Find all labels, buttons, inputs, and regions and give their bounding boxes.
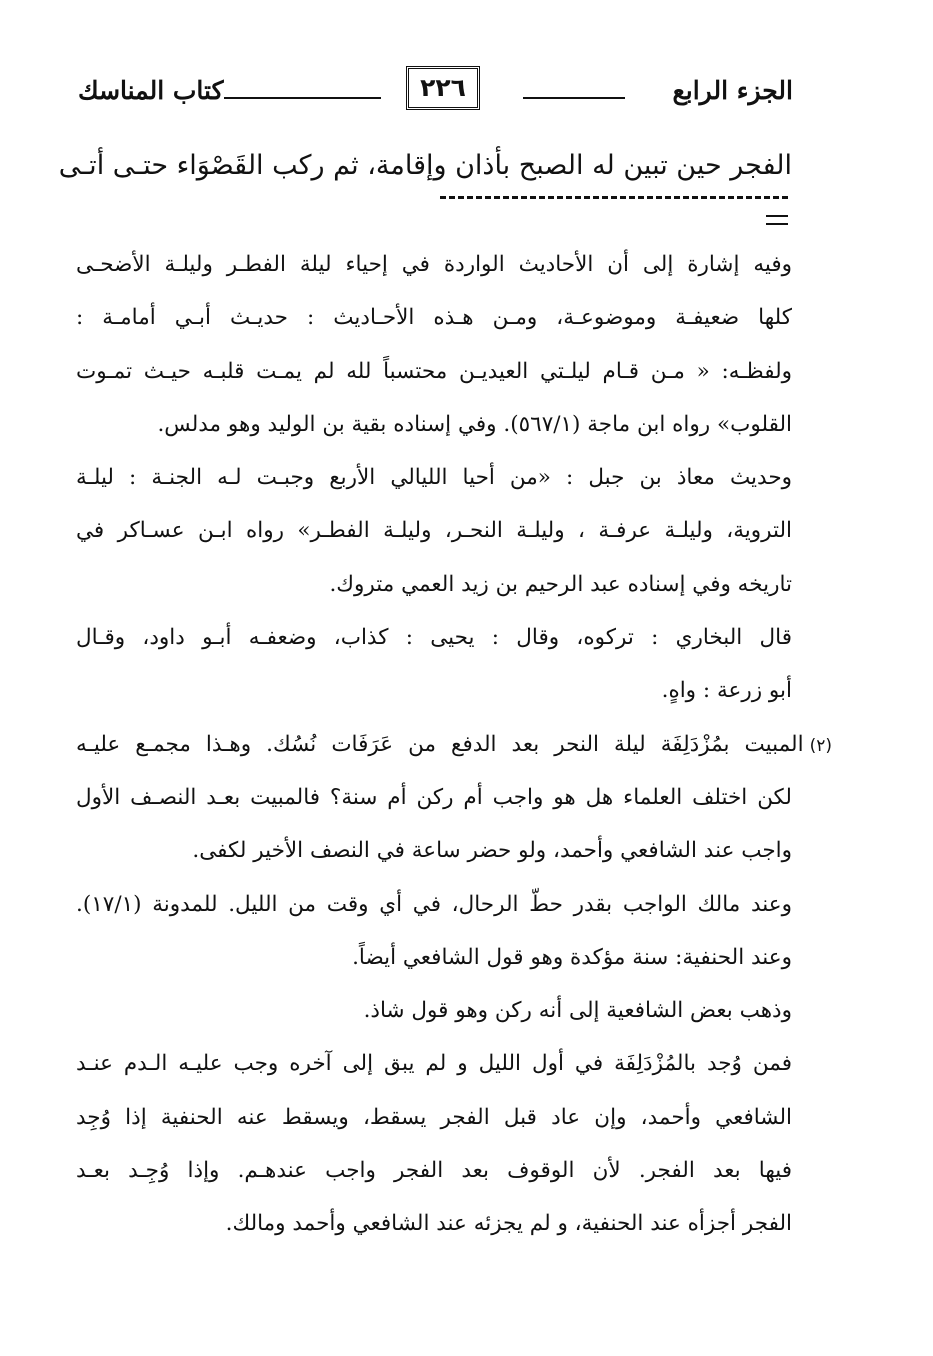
footnote-line: واجب عند الشافعي وأحمد، ولو حضر ساعة في النصف الأخير لكفى. bbox=[192, 838, 792, 864]
footnote-line: لكن اختلف العلماء هل هو واجب أم ركن أم سنة؟ فالمبيت بعـد النصـف الأول bbox=[76, 784, 792, 810]
footnote-line: الشافعي وأحمد، وإن عاد قبل الفجر يسقط، ويسقط عنه الحنفية إذا وُجِد bbox=[76, 1104, 792, 1130]
footnote-line: القلوب» رواه ابن ماجة (٥٦٧/١). وفي إسناده بقية بن الوليد وهو مدلس. bbox=[157, 411, 792, 437]
footnote-line-marked bbox=[76, 718, 832, 771]
running-header bbox=[78, 70, 793, 114]
page-number: ٢٢٦ bbox=[406, 66, 480, 110]
footnote-line: ولفظـه: « مـن قـام ليلـتي العيديـن محتسباً لله لم يمـت قلبـه حيـث تمـوت bbox=[76, 358, 792, 384]
footnote-line: أبو زرعة : واهٍ. bbox=[661, 678, 792, 704]
header-part: الجزء الرابع bbox=[672, 76, 793, 105]
main-text-line: الفجر حين تبين له الصبح بأذان وإقامة، ثم ركب القَصْوَاء حتـى أتـى bbox=[58, 150, 792, 181]
footnote-line: وذهب بعض الشافعية إلى أنه ركن وهو قول شاذ. bbox=[363, 998, 792, 1024]
footnote-line: وحديث معاذ بن جبل : «من أحيا الليالي الأربع وجبـت لـه الجنـة : ليلـة bbox=[76, 465, 792, 491]
footnote-line: تاريخه وفي إسناده عبد الرحيم بن زيد العمي متروك. bbox=[329, 571, 792, 597]
footnote-line: قال البخاري : تركوه، وقال : يحيى : كذاب، وضعفـه أبـو داود، وقـال bbox=[76, 625, 792, 651]
footnote-separator bbox=[440, 196, 788, 199]
footnote-line: وعند الحنفية: سنة مؤكدة وهو قول الشافعي أيضاً. bbox=[352, 944, 792, 970]
footnote-line: وفيه إشارة إلى أن الأحاديث الواردة في إحياء ليلة الفطـر وليلـة الأضحـى bbox=[76, 252, 792, 277]
header-rule-right bbox=[523, 97, 625, 99]
footnote-line: التروية، وليلـة عرفـة ، وليلـة النحـر، وليلـة الفطـر» رواه ابـن عسـاكر في bbox=[76, 518, 792, 544]
footnote-separator-mark bbox=[766, 215, 788, 225]
footnote-marker: (٢) bbox=[809, 735, 832, 756]
footnote-line: الفجر أجزأه عند الحنفية، و لم يجزئه عند الشافعي وأحمد ومالك. bbox=[225, 1211, 792, 1237]
header-rule-left bbox=[224, 97, 381, 99]
footnote-line: وعند مالك الواجب بقدر حطّ الرحال، في أي وقت من الليل. للمدونة (١٧/١). bbox=[76, 891, 792, 917]
footnote-line: فيها بعد الفجر. لأن الوقوف بعد الفجر واجب عندهـم. وإذا وُجِـد بعـد bbox=[76, 1158, 792, 1184]
footnotes bbox=[76, 238, 832, 1251]
footnote-line: كلها ضعيفـة وموضوعـة، ومـن هـذه الأحـاديث : حديـث أبـي أمامـة : bbox=[76, 305, 792, 331]
footnote-line: فمن وُجد بالمُزْدَلِفَة في أول الليل و لم يبق إلى آخره وجب عليـه الـدم عنـد bbox=[76, 1051, 792, 1077]
footnote-text: المبيت بمُزْدَلِفَة ليلة النحر بعد الدفع من عَرَفَات نُسُك. وهـذا مجمـع عليـه bbox=[76, 731, 804, 757]
header-book-title: كتاب المناسك bbox=[78, 76, 224, 105]
